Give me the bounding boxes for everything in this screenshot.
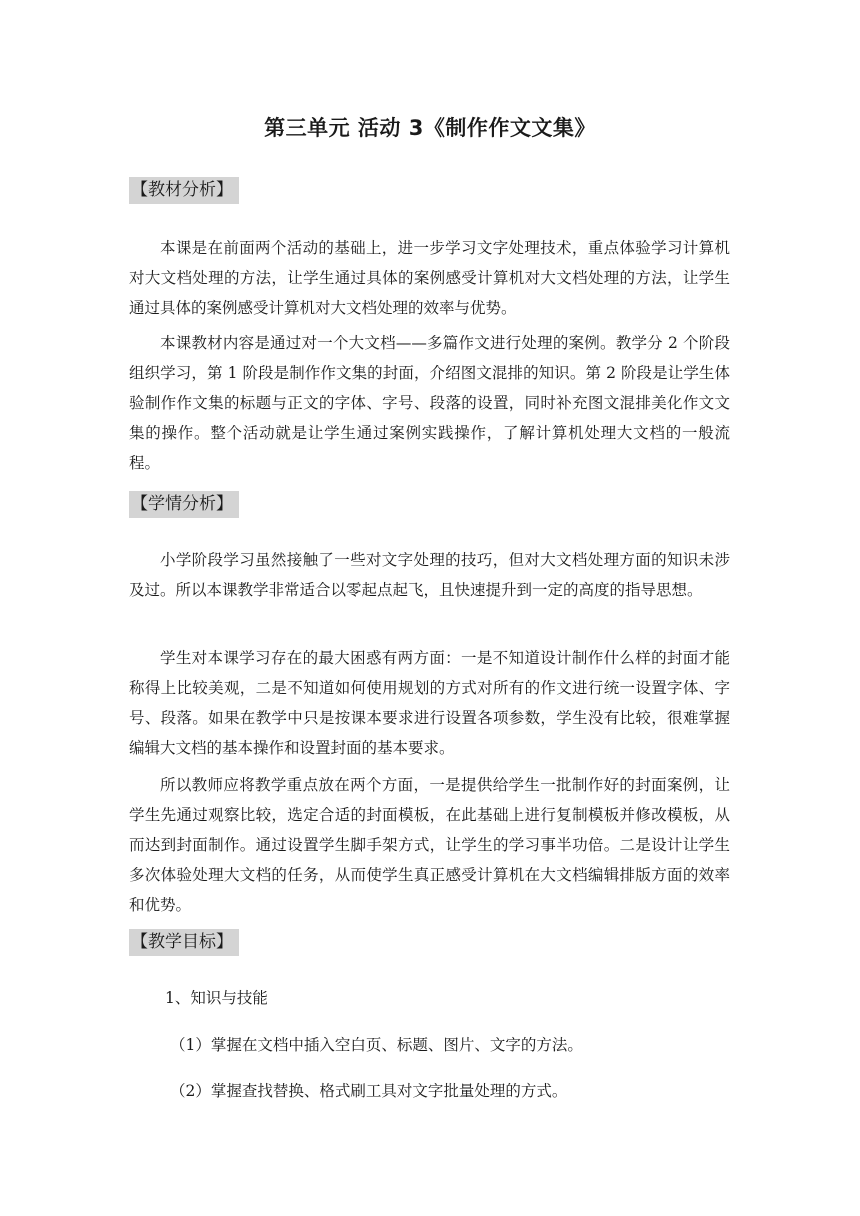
document-title: 第三单元 活动 3《制作作文文集》 [264,116,596,140]
list-item: 1、知识与技能 [165,989,268,1007]
section-heading-teaching-goals: 【教学目标】 [129,929,239,956]
paragraph: 本课是在前面两个活动的基础上，进一步学习文字处理技术，重点体验学习计算机对大文档处理的方法，让学生通过具体的案例感受计算机对大文档处理的方法，让学生通过具体的案例感受计算机对大文档处理的效率与优势。 [129,239,730,317]
paragraph: 学生对本课学习存在的最大困惑有两方面：一是不知道设计制作什么样的封面才能称得上比较美观，二是不知道如何使用规划的方式对所有的作文进行统一设置字体、字号、段落。如果在教学中只是按课本要求进行设置各项参数，学生没有比较，很难掌握编辑大文档的基本操作和设置封面的基本要求。 [129,649,730,757]
section-heading-student-analysis: 【学情分析】 [129,491,239,518]
section-heading-textbook-analysis: 【教材分析】 [129,177,239,204]
paragraph: 小学阶段学习虽然接触了一些对文字处理的技巧，但对大文档处理方面的知识未涉及过。所以本课教学非常适合以零起点起飞，且快速提升到一定的高度的指导思想。 [129,551,730,599]
paragraph: 本课教材内容是通过对一个大文档——多篇作文进行处理的案例。教学分 2 个阶段组织学习，第 1 阶段是制作作文集的封面，介绍图文混排的知识。第 2 阶段是让学生体验制作作文集的标题与正文的字体、字号、段落的设置，同时补充图文混排美化作文文集的操作。整个活动就是让学生通过案例实践操作，了解计算机处理大文档的一般流程。 [129,334,730,472]
list-item: （2）掌握查找替换、格式刷工具对文字批量处理的方式。 [170,1082,568,1100]
list-item: （1）掌握在文档中插入空白页、标题、图片、文字的方法。 [170,1036,583,1054]
paragraph: 所以教师应将教学重点放在两个方面，一是提供给学生一批制作好的封面案例，让学生先通过观察比较，选定合适的封面模板，在此基础上进行复制模板并修改模板，从而达到封面制作。通过设置学生脚手架方式，让学生的学习事半功倍。二是设计让学生多次体验处理大文档的任务，从而使学生真正感受计算机在大文档编辑排版方面的效率和优势。 [129,776,730,914]
